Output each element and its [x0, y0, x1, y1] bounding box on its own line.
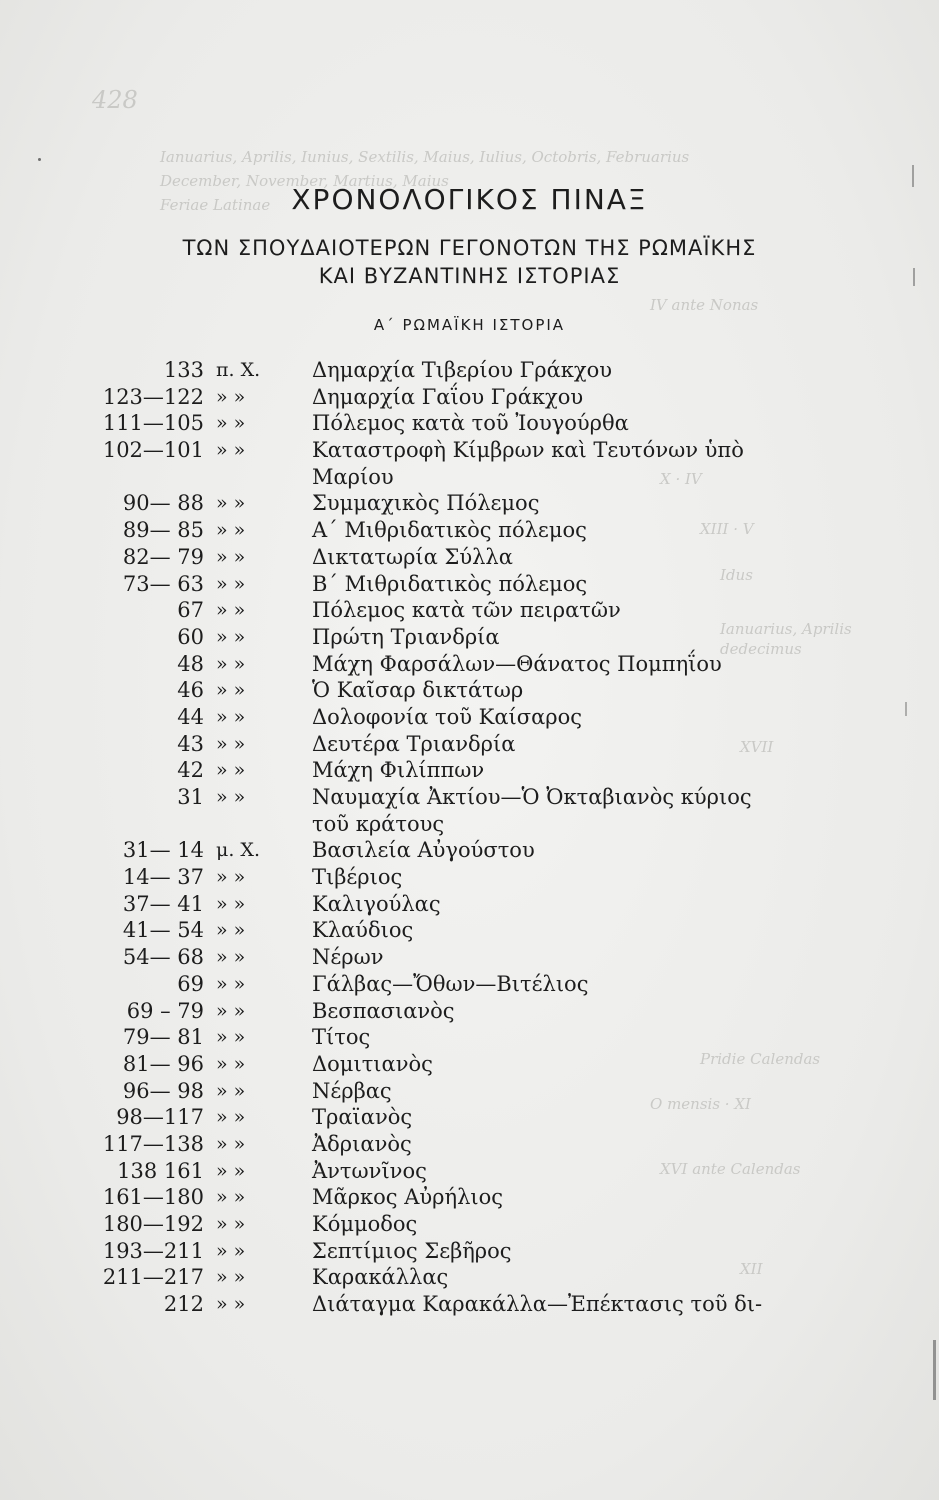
era-marker: » » [216, 972, 246, 995]
year-range: 46 [177, 678, 204, 703]
event-text: τοῦ κράτους [312, 811, 445, 836]
event-text: Νέρβας [312, 1078, 392, 1103]
era-marker: » » [216, 625, 246, 648]
year-range: 60 [177, 624, 204, 649]
event-text: Πρώτη Τριανδρία [312, 624, 500, 649]
bleed-through-text: Ianuarius, Aprilis, Iunius, Sextilis, Maius, Iulius, Octobris, Februarius [160, 148, 690, 166]
era-marker: » » [216, 946, 246, 969]
chronology-row [0, 571, 939, 598]
chronology-row [0, 811, 939, 838]
event-text: Τίτος [312, 1025, 371, 1050]
era-marker: » » [216, 1186, 246, 1209]
bleed-through-text: Ianuarius, Aprilis [720, 620, 852, 638]
event-text: Ναυμαχία Ἀκτίου—Ὁ Ὀκταβιανὸς κύριος [312, 785, 752, 809]
chronology-row [0, 704, 939, 731]
event-text: Μαρίου [312, 464, 394, 489]
event-text: Συμμαχικὸς Πόλεμος [312, 491, 540, 516]
event-text: Δημαρχία Γαΐου Γράκχου [312, 384, 584, 409]
chronology-row [0, 1291, 939, 1318]
year-range: 123—122 [102, 384, 204, 409]
bleed-through-text: Pridie Calendas [700, 1050, 821, 1068]
year-range: 79— 81 [122, 1025, 204, 1050]
event-text: Δευτέρα Τριανδρία [312, 731, 516, 756]
year-range: 43 [177, 731, 204, 756]
event-text: Γάλβας—Ὄθων—Βιτέλιος [312, 971, 589, 996]
era-marker: » » [216, 919, 246, 942]
event-text: Δολοφονία τοῦ Καίσαρος [312, 704, 583, 729]
chronology-row [0, 437, 939, 464]
era-marker: » » [216, 759, 246, 782]
era-marker: π. Χ. [216, 359, 261, 381]
year-range: 31 [177, 785, 204, 809]
year-range: 31— 14 [122, 838, 204, 863]
year-range: 54— 68 [122, 945, 204, 970]
year-range: 138 161 [117, 1158, 204, 1183]
chronology-row [0, 944, 939, 971]
era-marker: » » [216, 1052, 246, 1075]
bleed-through-text: XIII · V [700, 520, 754, 538]
event-text: Καταστροφὴ Κίμβρων καὶ Τευτόνων ὑπὸ [312, 438, 744, 463]
chronology-row [0, 1211, 939, 1238]
era-marker: » » [216, 519, 246, 542]
chronology-row [0, 651, 939, 678]
event-text: Κόμμοδος [312, 1212, 418, 1236]
era-marker: » » [216, 1293, 246, 1316]
year-range: 69 – 79 [126, 998, 204, 1023]
event-text: Δημαρχία Τιβερίου Γράκχου [312, 358, 613, 382]
era-marker: » » [216, 545, 246, 568]
chronology-row [0, 1184, 939, 1211]
era-marker: » » [216, 999, 246, 1022]
chronology-row [0, 1024, 939, 1051]
year-range: 73— 63 [122, 571, 204, 596]
era-marker: » » [216, 1026, 246, 1049]
era-marker: » » [216, 439, 246, 462]
event-text: Δομιτιανὸς [312, 1051, 433, 1076]
year-range: 161—180 [102, 1185, 204, 1210]
era-marker: » » [216, 679, 246, 702]
event-text: Καλιγούλας [312, 891, 441, 916]
event-text: Διάταγμα Καρακάλλα—Ἐπέκτασις τοῦ δι- [312, 1292, 763, 1317]
chronology-row [0, 1078, 939, 1105]
era-marker: » » [216, 732, 246, 755]
year-range: 89— 85 [122, 518, 204, 543]
chronology-row [0, 757, 939, 784]
event-text: Τραϊανὸς [312, 1105, 413, 1130]
year-range: 211—217 [102, 1265, 204, 1290]
era-marker: » » [216, 652, 246, 675]
chronology-row [0, 917, 939, 944]
event-text: Βασιλεία Αὐγούστου [312, 838, 535, 863]
chronology-row [0, 677, 939, 704]
chronology-row [0, 410, 939, 437]
year-range: 41— 54 [122, 918, 204, 943]
subtitle-line-2: ΚΑΙ ΒΥΖΑΝΤΙΝΗΣ ΙΣΤΟΡΙΑΣ [318, 264, 621, 288]
year-range: 69 [177, 971, 204, 996]
era-marker: » » [216, 492, 246, 515]
year-range: 44 [177, 704, 204, 729]
event-text: Μάχη Φαρσάλων—Θάνατος Πομπηΐου [312, 651, 722, 676]
era-marker: » » [216, 1106, 246, 1129]
event-text: Μάχη Φιλίππων [312, 758, 485, 783]
bleed-through-text: Idus [720, 566, 753, 584]
era-marker: » » [216, 786, 246, 808]
bleed-through-page-number: 428 [92, 86, 138, 114]
chronology-row [0, 1051, 939, 1078]
era-marker: » » [216, 1266, 246, 1289]
margin-mark [933, 1340, 936, 1400]
year-range: 42 [177, 758, 204, 783]
year-range: 111—105 [102, 411, 204, 436]
chronology-row [0, 544, 939, 571]
year-range: 81— 96 [122, 1051, 204, 1076]
chronology-row [0, 731, 939, 758]
chronology-row [0, 1104, 939, 1131]
year-range: 37— 41 [122, 891, 204, 916]
year-range: 90— 88 [122, 491, 204, 516]
year-range: 133 [163, 358, 204, 382]
year-range: 193—211 [102, 1238, 204, 1263]
event-text: Νέρων [312, 945, 384, 970]
era-marker: » » [216, 892, 246, 915]
chronology-row [0, 357, 939, 384]
era-marker: μ. Χ. [216, 839, 260, 862]
era-marker: » » [216, 572, 246, 595]
year-range: 180—192 [102, 1212, 204, 1236]
event-text: Ἀντωνῖνος [312, 1158, 427, 1183]
year-range: 48 [177, 651, 204, 676]
year-range: 14— 37 [122, 865, 204, 890]
era-marker: » » [216, 1239, 246, 1262]
chronology-row [0, 624, 939, 651]
chronology-row [0, 864, 939, 891]
chronology-row [0, 384, 939, 411]
chronology-row [0, 490, 939, 517]
event-text: Πόλεμος κατὰ τοῦ Ἰουγούρθα [312, 411, 629, 436]
bleed-through-text: XII [740, 1260, 763, 1278]
era-marker: » » [216, 599, 246, 622]
year-range: 82— 79 [122, 544, 204, 569]
bleed-through-text: Feriae Latinae [160, 196, 271, 214]
chronology-row [0, 998, 939, 1025]
subtitle-line-1: ΤΩΝ ΣΠΟΥΔΑΙΟΤΕΡΩΝ ΓΕΓΟΝΟΤΩΝ ΤΗΣ ΡΩΜΑΪΚΗΣ [182, 236, 757, 260]
bleed-through-text: O mensis · XI [650, 1095, 751, 1113]
event-text: Τιβέριος [312, 865, 403, 890]
bleed-through-text: XVII [740, 738, 774, 756]
chronology-row [0, 1264, 939, 1291]
event-text: Ὁ Καῖσαρ δικτάτωρ [312, 678, 524, 703]
event-text: Καρακάλλας [312, 1265, 449, 1290]
bleed-through-text: X · IV [660, 470, 702, 488]
year-range: 96— 98 [122, 1078, 204, 1103]
bleed-through-text: December, November, Martius, Maius [160, 172, 449, 190]
era-marker: » » [216, 412, 246, 435]
speck [38, 158, 41, 161]
event-text: Κλαύδιος [312, 918, 414, 943]
chronology-row [0, 1131, 939, 1158]
event-text: Δικτατωρία Σύλλα [312, 544, 513, 569]
chronology-row [0, 971, 939, 998]
chronology-row [0, 464, 939, 491]
era-marker: » » [216, 1132, 246, 1155]
chronology-row [0, 517, 939, 544]
era-marker: » » [216, 385, 246, 408]
bleed-through-text: IV ante Nonas [650, 296, 759, 314]
chronology-row [0, 784, 939, 811]
era-marker: » » [216, 1079, 246, 1102]
bleed-through-text: XVI ante Calendas [660, 1160, 801, 1178]
year-range: 98—117 [116, 1105, 204, 1130]
year-range: 102—101 [102, 438, 204, 463]
chronology-row [0, 1158, 939, 1185]
chronology-row [0, 597, 939, 624]
year-range: 117—138 [102, 1131, 204, 1156]
chronology-row [0, 1238, 939, 1265]
chronology-row [0, 891, 939, 918]
era-marker: » » [216, 1213, 246, 1235]
section-heading: Α΄ ΡΩΜΑΪΚΗ ΙΣΤΟΡΙΑ [373, 316, 566, 334]
event-text: Ἀδριανὸς [312, 1131, 412, 1156]
era-marker: » » [216, 866, 246, 889]
page-title: ΧΡΟΝΟΛΟΓΙΚΟΣ ΠΙΝΑΞ [291, 183, 648, 216]
bleed-through-text: dedecimus [720, 640, 802, 658]
year-range: 212 [163, 1292, 204, 1317]
chronology-table [0, 357, 939, 1318]
event-text: Β΄ Μιθριδατικὸς πόλεμος [312, 571, 588, 596]
chronology-row [0, 837, 939, 864]
event-text: Πόλεμος κατὰ τῶν πειρατῶν [312, 598, 621, 623]
year-range: 67 [177, 598, 204, 623]
event-text: Μᾶρκος Αὐρήλιος [312, 1185, 504, 1210]
event-text: Βεσπασιανὸς [312, 998, 455, 1023]
event-text: Σεπτίμιος Σεβῆρος [312, 1238, 512, 1263]
event-text: Α΄ Μιθριδατικὸς πόλεμος [312, 518, 587, 543]
era-marker: » » [216, 705, 246, 728]
era-marker: » » [216, 1159, 246, 1182]
